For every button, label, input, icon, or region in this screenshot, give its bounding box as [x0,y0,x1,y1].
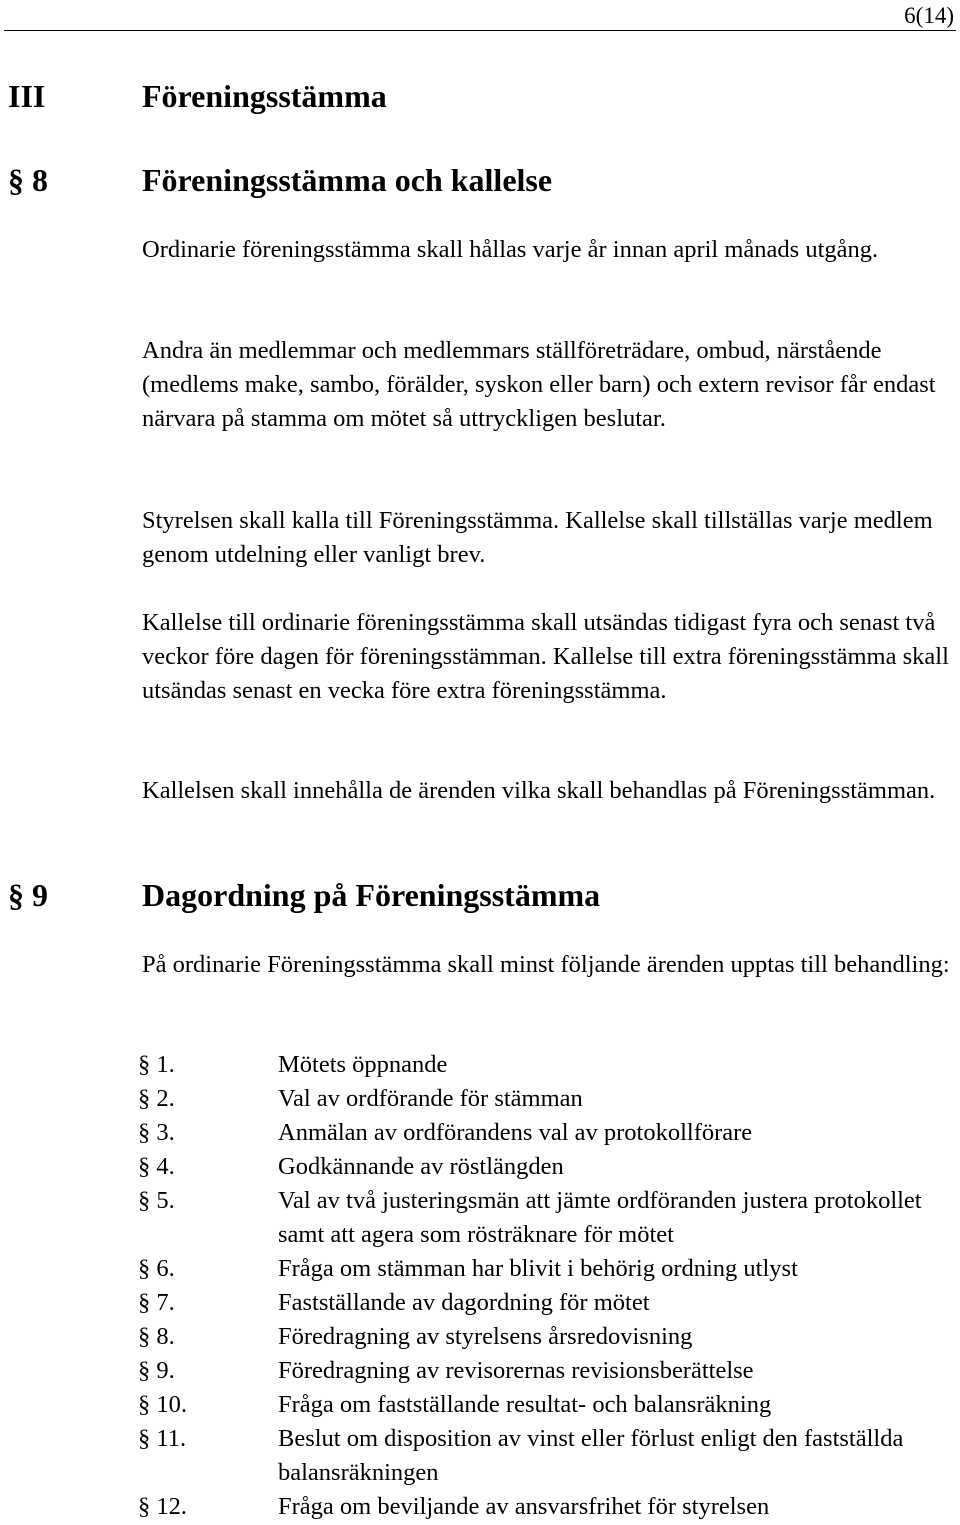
agenda-list [0,1048,960,1524]
agenda-item-text: Mötets öppnande [278,1051,448,1078]
agenda-item-number: § 6. [138,1255,175,1282]
agenda-item-number: § 1. [138,1051,175,1078]
agenda-item-number: § 3. [138,1119,175,1146]
agenda-item-text: Beslut om disposition av vinst eller förlust enligt den fastställda balansräkningen [278,1425,904,1486]
agenda-item-number: § 11. [138,1425,187,1452]
agenda-item [0,1048,960,1082]
agenda-item-number: § 12. [138,1493,187,1520]
agenda-item-text: Anmälan av ordförandens val av protokollförare [278,1119,753,1146]
agenda-item-text: Val av två justeringsmän att jämte ordföranden justera protokollet samt att agera som rösträknare för mötet [278,1187,922,1248]
agenda-item [0,1320,960,1354]
agenda-item-text: Fråga om fastställande resultat- och balansräkning [278,1391,772,1418]
page-number: 6(14) [904,3,954,28]
section-8-title: Föreningsstämma och kallelse [142,162,553,198]
section-9-intro: På ordinarie Föreningsstämma skall minst följande ärenden upptas till behandling: [142,951,950,978]
agenda-item-number: § 8. [138,1323,175,1350]
agenda-item-text: Val av ordförande för stämman [278,1085,583,1112]
agenda-item-text: Fastställande av dagordning för mötet [278,1289,650,1316]
section-9-title: Dagordning på Föreningsstämma [142,877,601,913]
section-8-paragraph: Kallelsen skall innehålla de ärenden vilka skall behandlas på Föreningsstämman. [142,777,936,804]
agenda-item-text: Godkännande av röstlängden [278,1153,564,1180]
chapter-title: Föreningsstämma [142,78,387,114]
section-8-number: § 8 [8,162,48,198]
agenda-item [0,1354,960,1388]
agenda-item-text: Fråga om beviljande av ansvarsfrihet för styrelsen [278,1493,770,1520]
agenda-item-number: § 2. [138,1085,175,1112]
agenda-item [0,1388,960,1422]
agenda-item [0,1422,960,1490]
agenda-item-text: Föredragning av revisorernas revisionsberättelse [278,1357,754,1384]
section-8-paragraph: Ordinarie föreningsstämma skall hållas varje år innan april månads utgång. [142,236,879,263]
agenda-item-number: § 10. [138,1391,187,1418]
header-rule [4,30,956,31]
section-8-paragraph: Styrelsen skall kalla till Föreningsstämma. Kallelse skall tillställas varje medlem genom utdelning eller vanligt brev. [142,507,933,568]
section-8-paragraph: Kallelse till ordinarie föreningsstämma skall utsändas tidigast fyra och senast två veckor före dagen för föreningsstämman. Kallelse till extra föreningsstämma skall utsändas senast en vecka före extra föreningsstämma. [142,609,949,704]
agenda-item-number: § 7. [138,1289,175,1316]
agenda-item [0,1082,960,1116]
section-8-paragraph: Andra än medlemmar och medlemmars ställföreträdare, ombud, närstående (medlems make, sambo, förälder, syskon eller barn) och extern revisor får endast närvara på stamma om mötet så uttryckligen beslutar. [142,337,936,432]
agenda-item-text: Fråga om stämman har blivit i behörig ordning utlyst [278,1255,798,1282]
agenda-item [0,1490,960,1524]
agenda-item [0,1252,960,1286]
agenda-item [0,1184,960,1252]
agenda-item [0,1286,960,1320]
agenda-item-number: § 4. [138,1153,175,1180]
agenda-item-text: Föredragning av styrelsens årsredovisning [278,1323,693,1350]
agenda-item [0,1116,960,1150]
chapter-number: III [8,78,46,114]
agenda-item-number: § 9. [138,1357,175,1384]
agenda-item [0,1150,960,1184]
section-9-number: § 9 [8,877,48,913]
agenda-item-number: § 5. [138,1187,175,1214]
